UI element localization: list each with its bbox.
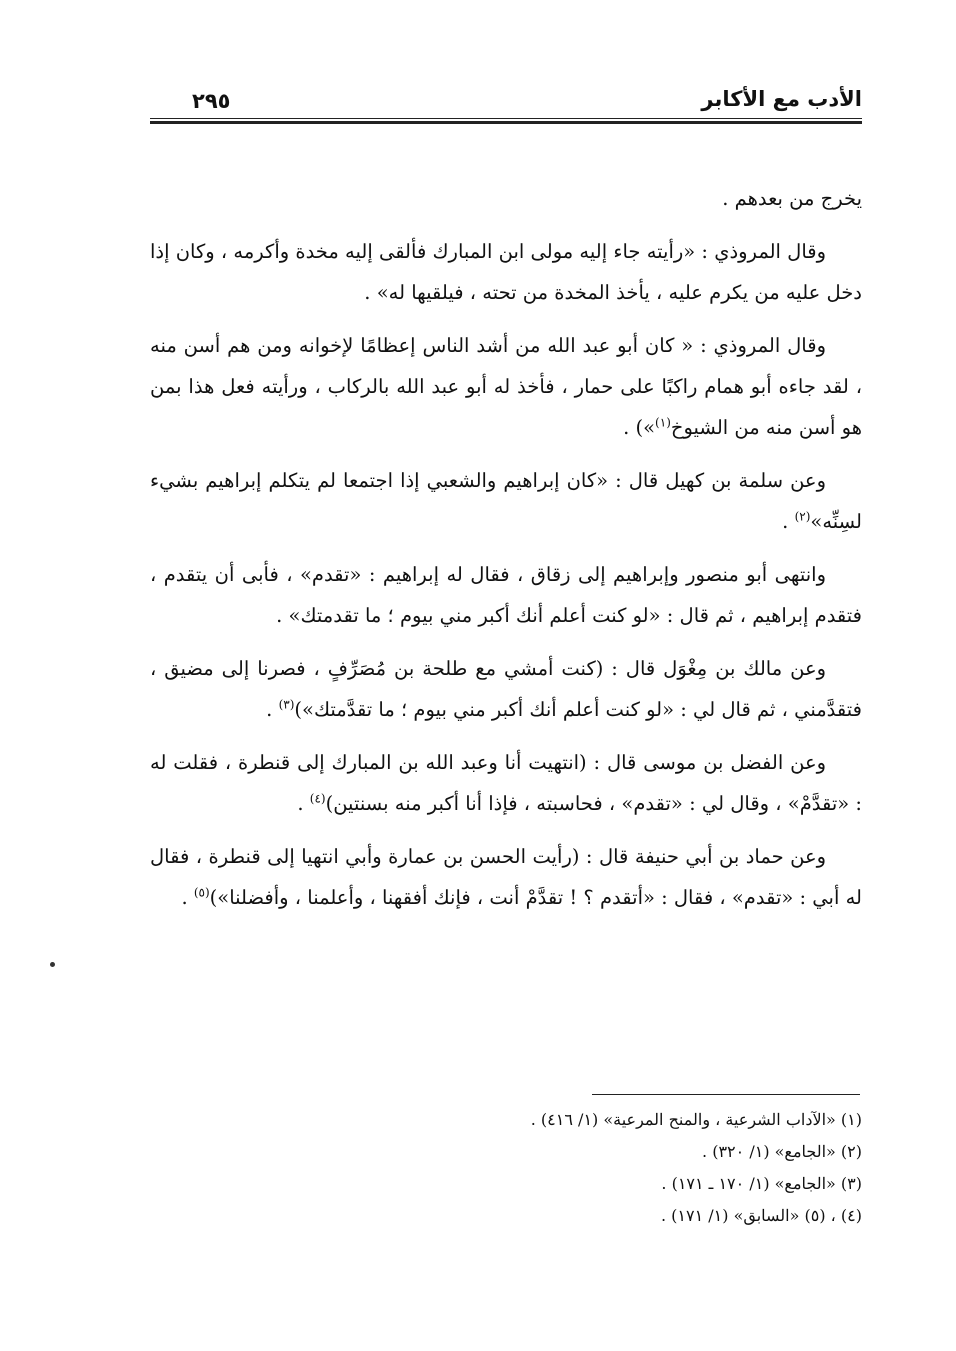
footnote-marker: (٥) [193, 885, 210, 900]
scan-speck [50, 962, 55, 967]
footnote: (٤) ، (٥) «السابق» (١/ ١٧١) . [660, 1206, 862, 1225]
paragraph-text: يخرج من بعدهم . [722, 187, 862, 210]
footnote: (٢) «الجامع» (١/ ٣٢٠) . [702, 1142, 862, 1161]
paragraph [150, 836, 862, 918]
paragraph-tail: . [266, 698, 279, 721]
paragraph [150, 554, 862, 636]
footnote-marker: (٢) [794, 509, 811, 524]
footnote-marker: (٤) [309, 791, 326, 806]
paragraph-text: وعن الفضل بن موسى قال : (انتهيت أنا وعبد الله بن المبارك إلى قنطرة ، فقلت له : «تقدَّمْ» ، وقال لي : «تقدم» ، فحاسبته ، فإذا أنا أكبر منه بسنتين) [150, 751, 862, 815]
header-rule [150, 118, 862, 119]
paragraph [150, 178, 862, 219]
paragraph [150, 742, 862, 824]
running-header [150, 84, 862, 114]
page-number: ٢٩٥ [192, 89, 231, 113]
paragraph-tail: . [297, 792, 310, 815]
body-text [150, 178, 862, 930]
header-rule-thick [150, 121, 862, 124]
paragraph [150, 460, 862, 542]
footnote: (١) «الآداب الشرعية ، والمنح المرعية» (١/ ٤١٦) . [530, 1110, 862, 1129]
paragraph-tail: ») . [623, 416, 656, 439]
paragraph-tail: . [782, 510, 795, 533]
paragraph-tail: . [181, 886, 194, 909]
paragraph-text: وعن حماد بن أبي حنيفة قال : (رأيت الحسن بن عمارة وأبي انتهيا إلى قنطرة ، فقال له أبي : «تقدم» ، فقال : «أتقدم ؟ ! تقدَّمْ أنت ، فإنك أفقهنا ، وأعلمنا ، وأفضلنا») [150, 845, 862, 909]
paragraph [150, 648, 862, 730]
paragraph-text: وقال المروذي : « كان أبو عبد الله من أشد الناس إعظامًا لإخوانه ومن هم أسن منه ، لقد جاءه أبو همام راكبًا على حمار ، فأخذ له أبو عبد الله بالركاب ، ورأيته فعل هذا بمن هو أسن منه من الشيوخ [150, 334, 862, 439]
running-title: الأدب مع الأكابر [701, 87, 862, 111]
paragraph [150, 231, 862, 313]
paragraph-text: وعن سلمة بن كهيل قال : «كان إبراهيم والشعبي إذا اجتمعا لم يتكلم إبراهيم بشيء لسِنِّه» [150, 469, 862, 533]
footnote: (٣) «الجامع» (١/ ١٧٠ ـ ١٧١) . [661, 1174, 862, 1193]
footnote-marker: (٣) [278, 697, 295, 712]
paragraph-text: وانتهى أبو منصور وإبراهيم إلى زقاق ، فقال له إبراهيم : «تقدم» ، فأبى أن يتقدم ، فتقدم إبراهيم ، ثم قال : «لو كنت أعلم أنك أكبر مني بيوم ؛ ما تقدمتك» . [150, 563, 862, 627]
footnote-marker: (١) [655, 415, 671, 430]
footnotes [150, 1104, 862, 1232]
paragraph [150, 325, 862, 448]
footnote-separator [592, 1094, 860, 1095]
paragraph-text: وقال المروذي : «رأيته جاء إليه مولى ابن المبارك فألقى إليه مخدة وأكرمه ، وكان إذا دخل عليه من يكرم عليه ، يأخذ المخدة من تحته ، فيلقيها له» . [150, 240, 862, 304]
paragraph-text: وعن مالك بن مِغْوَل قال : (كنت أمشي مع طلحة بن مُصَرِّفٍ ، فصرنا إلى مضيق ، فتقدَّمني ، ثم قال لي : «لو كنت أعلم أنك أكبر مني بيوم ؛ ما تقدَّمتك») [150, 657, 862, 721]
